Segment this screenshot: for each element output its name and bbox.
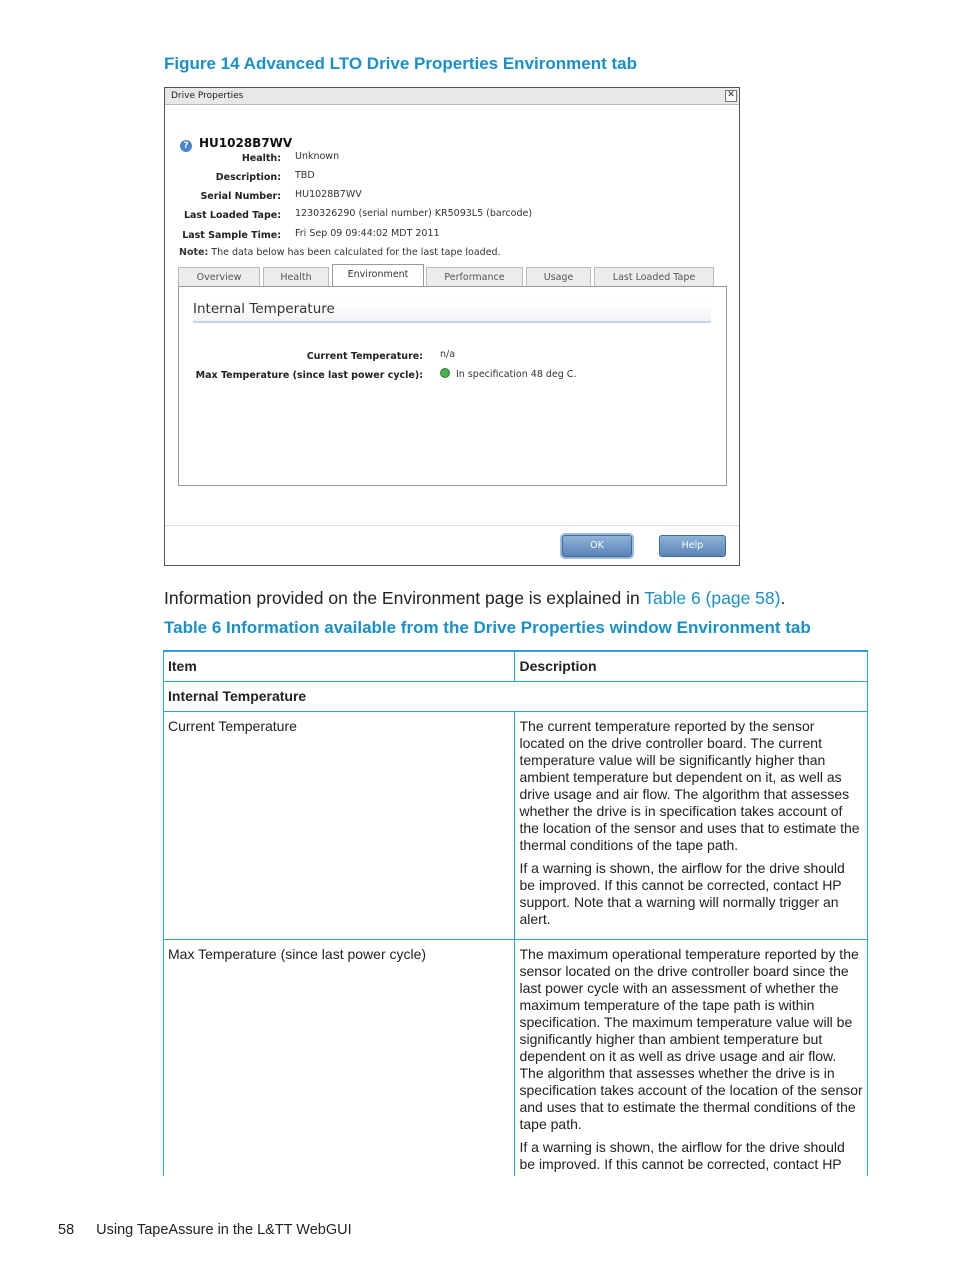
table-row	[164, 712, 868, 940]
max-temperature-text: In specification 48 deg C.	[456, 369, 577, 380]
table-caption: Table 6 Information available from the Drive Properties window Environment tab	[164, 618, 811, 637]
group-label: Internal Temperature	[164, 682, 868, 712]
tab-environment[interactable]: Environment	[332, 264, 424, 287]
dialog-footer-divider	[165, 525, 739, 526]
item-cell: Max Temperature (since last power cycle)	[164, 940, 515, 1185]
tab-last-loaded-tape[interactable]: Last Loaded Tape	[594, 267, 714, 286]
table-header-row	[164, 651, 868, 682]
description-cell	[515, 940, 868, 1185]
footer-text: Using TapeAssure in the L&TT WebGUI	[96, 1222, 352, 1238]
environment-panel	[178, 286, 727, 486]
page-footer	[58, 1222, 352, 1238]
page-number: 58	[58, 1222, 75, 1238]
column-header-description: Description	[515, 651, 868, 682]
table-group-row	[164, 682, 868, 712]
drive-properties-dialog	[164, 87, 740, 566]
last-sample-time-label: Last Sample Time:	[182, 230, 281, 241]
tab-overview[interactable]: Overview	[178, 267, 260, 286]
note-text: The data below has been calculated for the last tape loaded.	[211, 247, 501, 258]
serial-number-label: Serial Number:	[200, 191, 281, 202]
tab-usage[interactable]: Usage	[526, 267, 591, 286]
description-value: TBD	[295, 170, 315, 181]
close-icon[interactable]: ✕	[725, 90, 737, 102]
environment-info-table	[163, 650, 868, 1185]
note-label: Note:	[179, 247, 209, 258]
paragraph-end: .	[780, 588, 786, 608]
section-title: Internal Temperature	[193, 301, 711, 323]
serial-number-value: HU1028B7WV	[295, 189, 362, 200]
dialog-title: Drive Properties	[171, 91, 244, 101]
description-paragraph: If a warning is shown, the airflow for the drive should be improved. If this cannot be corrected, contact HP support. Note that a warning will normally trigger an alert.	[519, 860, 845, 927]
intro-paragraph	[164, 588, 785, 609]
item-cell: Current Temperature	[164, 712, 515, 940]
current-temperature-value: n/a	[440, 349, 456, 360]
description-label: Description:	[215, 172, 281, 183]
help-button[interactable]: Help	[659, 535, 726, 557]
paragraph-text: Information provided on the Environment page is explained in	[164, 588, 645, 608]
health-label: Health:	[241, 153, 281, 164]
description-paragraph: The current temperature reported by the sensor located on the drive controller board. The current temperature value will be significantly higher than ambient temperature but dependent on it, as well as drive usage and air flow. The algorithm that assesses whether the drive is in specification takes account of the location of the sensor and uses that to estimate the thermal conditions of the tape path.	[519, 718, 860, 853]
dialog-note	[179, 247, 501, 258]
max-temperature-label: Max Temperature (since last power cycle):	[195, 370, 423, 381]
table-row	[164, 940, 868, 1185]
last-sample-time-value: Fri Sep 09 09:44:02 MDT 2011	[295, 228, 440, 239]
column-header-item: Item	[164, 651, 515, 682]
last-loaded-tape-value: 1230326290 (serial number) KR5093L5 (barcode)	[295, 208, 533, 219]
description-paragraph: If a warning is shown, the airflow for the drive should be improved. If this cannot be corrected, contact HP	[519, 1139, 845, 1172]
current-temperature-label: Current Temperature:	[306, 351, 423, 362]
help-circle-icon: ?	[180, 140, 192, 152]
health-value: Unknown	[295, 151, 340, 162]
last-loaded-tape-label: Last Loaded Tape:	[183, 210, 281, 221]
max-temperature-value	[440, 368, 576, 380]
status-ok-icon	[440, 368, 450, 378]
tab-performance[interactable]: Performance	[426, 267, 523, 286]
ok-button[interactable]: OK	[562, 535, 632, 557]
device-name: HU1028B7WV	[199, 136, 293, 150]
dialog-titlebar	[165, 88, 739, 105]
description-cell	[515, 712, 868, 940]
description-paragraph: The maximum operational temperature reported by the sensor located on the drive controller board since the last power cycle with an assessment of whether the maximum temperature of the tape path is within specification. The maximum temperature value will be significantly higher than ambient temperature but dependent on it as well as drive usage and air flow. The algorithm that assesses whether the drive is in specification takes account of the location of the sensor and uses that to estimate the thermal conditions of the tape path.	[519, 946, 863, 1132]
figure-caption: Figure 14 Advanced LTO Drive Properties Environment tab	[164, 54, 637, 73]
table-cross-reference-link[interactable]: Table 6 (page 58)	[644, 588, 781, 608]
tab-health[interactable]: Health	[263, 267, 329, 286]
